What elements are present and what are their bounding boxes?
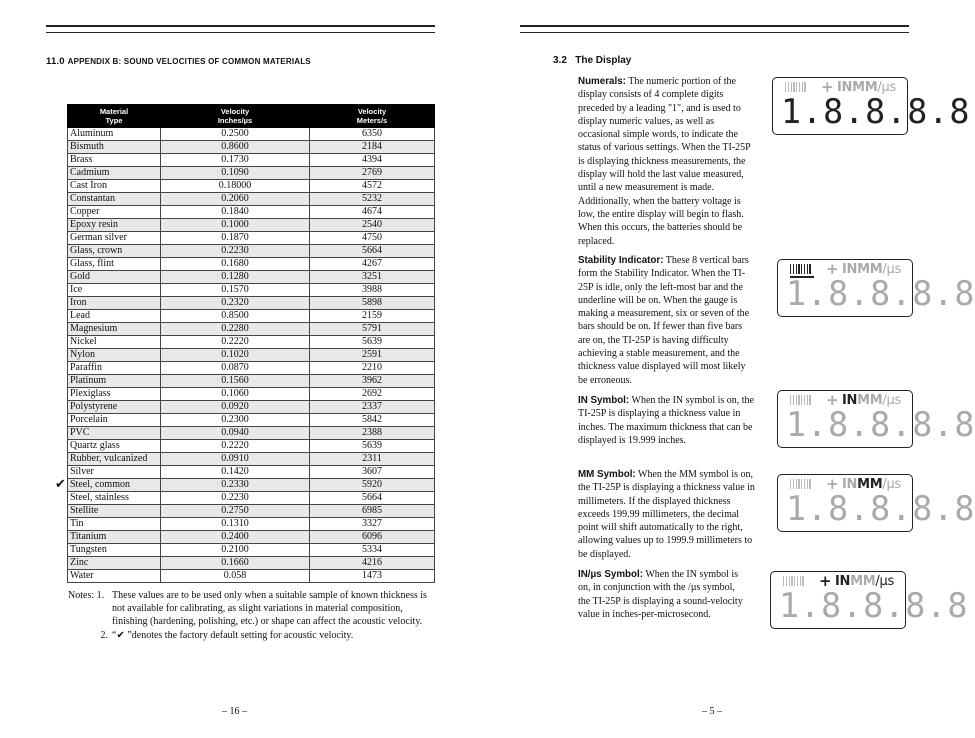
material-cell: Gold — [68, 271, 161, 284]
meters-cell: 2540 — [310, 219, 435, 232]
material-cell: Polystyrene — [68, 401, 161, 414]
unit-symbols: INMM/µs — [835, 574, 894, 589]
meters-cell: 2692 — [310, 388, 435, 401]
table-row — [68, 544, 435, 557]
numerals-paragraph — [578, 75, 756, 248]
inches-cell: 0.18000 — [161, 180, 310, 193]
table-row — [68, 427, 435, 440]
unit-symbols: INMM/µs — [837, 80, 896, 95]
stability-bars-icon — [785, 82, 806, 92]
section-title: 3.2 The Display — [553, 55, 632, 66]
inches-cell: 0.0870 — [161, 362, 310, 375]
material-cell: Quartz glass — [68, 440, 161, 453]
inus-symbol-text: When the IN symbol is on, in conjunction with the /µs symbol, the TI-25P is displaying a sound-velocity value in inches-per-microsecond. — [578, 569, 743, 620]
inches-cell: 0.0920 — [161, 401, 310, 414]
inches-cell: 0.8600 — [161, 141, 310, 154]
inches-cell: 0.1840 — [161, 206, 310, 219]
table-row — [68, 349, 435, 362]
inches-cell: 0.058 — [161, 570, 310, 583]
material-cell: Magnesium — [68, 323, 161, 336]
material-cell: Silver — [68, 466, 161, 479]
meters-cell: 6985 — [310, 505, 435, 518]
inches-cell: 0.1090 — [161, 167, 310, 180]
plus-symbol: + — [821, 78, 834, 96]
appendix-heading — [46, 56, 311, 67]
unit-symbols: INMM/µs — [842, 393, 901, 408]
inches-cell: 0.0910 — [161, 453, 310, 466]
meters-cell: 5232 — [310, 193, 435, 206]
unit-symbols: INMM/µs — [842, 262, 901, 277]
meters-cell: 5664 — [310, 492, 435, 505]
material-cell: German silver — [68, 232, 161, 245]
meters-cell: 2210 — [310, 362, 435, 375]
meters-cell: 2337 — [310, 401, 435, 414]
notes-label: Notes: 1. — [68, 590, 105, 601]
numerals-text: The numeric portion of the display consists of 4 complete digits preceded by a leading "1", and is used to display numeric values, as well as occasional simple words, to indicate the status of various settings. When the TI-25P is displaying thickness measurements, the display will hold the last value measured, until a new measurement is made. Additionally, when the battery voltage is low, the entire display will begin to flash. When this occurs, the batteries should be replaced. — [578, 76, 751, 247]
meters-cell: 4572 — [310, 180, 435, 193]
meters-cell: 4674 — [310, 206, 435, 219]
table-row — [68, 284, 435, 297]
stability-bars-icon — [790, 264, 811, 274]
meters-cell: 1473 — [310, 570, 435, 583]
header-material: Material Type — [68, 105, 161, 128]
material-cell: Glass, flint — [68, 258, 161, 271]
material-cell: Epoxy resin — [68, 219, 161, 232]
mm-symbol-text: When the MM symbol is on, the TI-25P is displaying a thickness value in millimeters. If the displayed thickness exceeds 199.99 millimeters, the decimal point will shift automatically to the right, allowing values up to 1999.9 millimeters to be displayed. — [578, 469, 755, 560]
material-cell: Steel, common — [68, 479, 161, 492]
meters-cell: 4216 — [310, 557, 435, 570]
meters-cell: 4267 — [310, 258, 435, 271]
plus-symbol: + — [826, 260, 839, 278]
material-cell: Aluminum — [68, 128, 161, 141]
table-row — [68, 180, 435, 193]
stability-text: These 8 vertical bars form the Stability Indicator. When the TI-25P is idle, only the left-most bar and the underline will be on. When the gauge is making a measurement, six or seven of the bars should be on. If fewer than five bars are on, the TI-25P is having difficulty achieving a stable measurement, and the thickness value displayed will most likely be erroneous. — [578, 255, 750, 386]
numerals-heading: Numerals: — [578, 76, 626, 87]
lcd-inus-symbol — [770, 571, 969, 629]
material-cell: Nickel — [68, 336, 161, 349]
inches-cell: 0.8500 — [161, 310, 310, 323]
stability-bars-icon — [790, 395, 811, 405]
appendix-title: APPENDIX B: SOUND VELOCITIES OF COMMON MATERIALS — [67, 57, 311, 66]
inches-cell: 0.1680 — [161, 258, 310, 271]
inches-cell: 0.2220 — [161, 336, 310, 349]
material-cell: Ice — [68, 284, 161, 297]
table-notes — [68, 590, 438, 643]
material-cell: Constantan — [68, 193, 161, 206]
inches-cell: 0.2220 — [161, 440, 310, 453]
inus-symbol-paragraph — [578, 568, 748, 621]
meters-cell: 4394 — [310, 154, 435, 167]
lcd-digits: 1.8.8.8.8 — [786, 274, 975, 314]
material-cell: Glass, crown — [68, 245, 161, 258]
plus-symbol: + — [826, 391, 839, 409]
note-2: “✔ ”denotes the factory default setting for acoustic velocity. — [112, 630, 354, 642]
unit-symbols: INMM/µs — [842, 477, 901, 492]
inches-cell: 0.2300 — [161, 414, 310, 427]
inches-cell: 0.1870 — [161, 232, 310, 245]
left-page-number: – 16 – — [222, 706, 247, 717]
meters-cell: 2311 — [310, 453, 435, 466]
table-row — [68, 232, 435, 245]
table-row — [68, 154, 435, 167]
material-cell: Brass — [68, 154, 161, 167]
meters-cell: 5639 — [310, 336, 435, 349]
table-row — [68, 362, 435, 375]
inches-cell: 0.1020 — [161, 349, 310, 362]
lcd-stability — [777, 259, 975, 317]
lcd-digits: 1.8.8.8.8 — [781, 92, 971, 132]
meters-cell: 3962 — [310, 375, 435, 388]
material-cell: PVC — [68, 427, 161, 440]
meters-cell: 3607 — [310, 466, 435, 479]
in-symbol-text: When the IN symbol is on, the TI-25P is displaying a thickness value in inches. The maximum thickness that can be displayed is 19.999 inches. — [578, 395, 754, 446]
inches-cell: 0.2230 — [161, 492, 310, 505]
in-symbol-heading: IN Symbol: — [578, 395, 630, 406]
meters-cell: 5842 — [310, 414, 435, 427]
material-cell: Platinum — [68, 375, 161, 388]
meters-cell: 5664 — [310, 245, 435, 258]
table-row — [68, 258, 435, 271]
table-row — [68, 466, 435, 479]
table-row — [68, 271, 435, 284]
meters-cell: 3988 — [310, 284, 435, 297]
inches-cell: 0.1560 — [161, 375, 310, 388]
table-header-row — [68, 105, 435, 128]
plus-symbol: + — [826, 475, 839, 493]
table-row — [68, 531, 435, 544]
table-row — [68, 453, 435, 466]
stability-bars-icon — [783, 576, 804, 586]
inches-cell: 0.1310 — [161, 518, 310, 531]
material-cell: Cast Iron — [68, 180, 161, 193]
table-row — [68, 401, 435, 414]
table-row — [68, 492, 435, 505]
meters-cell: 5791 — [310, 323, 435, 336]
material-cell: Bismuth — [68, 141, 161, 154]
table-body — [68, 128, 435, 583]
material-cell: Tungsten — [68, 544, 161, 557]
inches-cell: 0.1730 — [161, 154, 310, 167]
table-row — [68, 336, 435, 349]
note-2-number: 2. — [100, 630, 108, 642]
inches-cell: 0.1660 — [161, 557, 310, 570]
meters-cell: 6350 — [310, 128, 435, 141]
meters-cell: 2591 — [310, 349, 435, 362]
inches-cell: 0.1420 — [161, 466, 310, 479]
plus-symbol: + — [819, 572, 832, 590]
material-cell: Tin — [68, 518, 161, 531]
right-header-rule-bottom — [520, 32, 909, 33]
table-row — [68, 414, 435, 427]
lcd-mm-symbol — [777, 474, 975, 532]
mm-symbol-paragraph — [578, 468, 756, 561]
lcd-digits: 1.8.8.8.8 — [786, 405, 975, 445]
material-cell: Lead — [68, 310, 161, 323]
table-row — [68, 388, 435, 401]
material-cell: Cadmium — [68, 167, 161, 180]
material-cell: Steel, stainless — [68, 492, 161, 505]
table-row — [68, 570, 435, 583]
left-header-rule-top — [46, 25, 435, 27]
material-cell: Paraffin — [68, 362, 161, 375]
meters-cell: 5920 — [310, 479, 435, 492]
left-header-rule-bottom — [46, 32, 435, 33]
material-cell: Copper — [68, 206, 161, 219]
inches-cell: 0.1570 — [161, 284, 310, 297]
meters-cell: 5898 — [310, 297, 435, 310]
lcd-digits: 1.8.8.8.8 — [779, 586, 969, 626]
inus-symbol-heading: IN/µs Symbol: — [578, 569, 643, 580]
stability-bars-icon — [790, 479, 811, 489]
lcd-in-symbol — [777, 390, 975, 448]
material-cell: Water — [68, 570, 161, 583]
table-row — [68, 141, 435, 154]
in-symbol-paragraph — [578, 394, 756, 447]
material-cell: Nylon — [68, 349, 161, 362]
table-row — [68, 297, 435, 310]
material-cell: Stellite — [68, 505, 161, 518]
table-row — [68, 557, 435, 570]
inches-cell: 0.1280 — [161, 271, 310, 284]
material-cell: Iron — [68, 297, 161, 310]
table-row — [68, 167, 435, 180]
inches-cell: 0.2100 — [161, 544, 310, 557]
inches-cell: 0.2230 — [161, 245, 310, 258]
stability-heading: Stability Indicator: — [578, 255, 664, 266]
velocity-table — [67, 104, 435, 583]
mm-symbol-heading: MM Symbol: — [578, 469, 636, 480]
material-cell: Zinc — [68, 557, 161, 570]
meters-cell: 2388 — [310, 427, 435, 440]
meters-cell: 3251 — [310, 271, 435, 284]
inches-cell: 0.0940 — [161, 427, 310, 440]
material-cell: Porcelain — [68, 414, 161, 427]
note-1: These values are to be used only when a suitable sample of known thickness is not available for calibrating, as slight variations in material composition, finishing (hardening, polishing, etc.) or shape can affect the acoustic velocity. — [112, 590, 427, 627]
lcd-digits: 1.8.8.8.8 — [786, 489, 975, 529]
table-row — [68, 518, 435, 531]
meters-cell: 4750 — [310, 232, 435, 245]
inches-cell: 0.1060 — [161, 388, 310, 401]
inches-cell: 0.2060 — [161, 193, 310, 206]
table-row — [68, 323, 435, 336]
meters-cell: 6096 — [310, 531, 435, 544]
table-row — [68, 206, 435, 219]
table-row — [68, 245, 435, 258]
inches-cell: 0.2320 — [161, 297, 310, 310]
stability-paragraph — [578, 254, 756, 387]
inches-cell: 0.2400 — [161, 531, 310, 544]
header-inches: Velocity Inches/µs — [161, 105, 310, 128]
inches-cell: 0.1000 — [161, 219, 310, 232]
inches-cell: 0.2280 — [161, 323, 310, 336]
table-row — [68, 440, 435, 453]
right-page-number: – 5 – — [702, 706, 722, 717]
meters-cell: 2184 — [310, 141, 435, 154]
default-checkmark-icon: ✔ — [55, 476, 66, 491]
table-row — [68, 310, 435, 323]
meters-cell: 5639 — [310, 440, 435, 453]
material-cell: Titanium — [68, 531, 161, 544]
appendix-number: 11.0 — [46, 56, 65, 67]
table-row — [68, 375, 435, 388]
meters-cell: 2159 — [310, 310, 435, 323]
table-row — [68, 479, 435, 492]
table-row — [68, 193, 435, 206]
right-header-rule-top — [520, 25, 909, 27]
lcd-numerals — [772, 77, 971, 135]
meters-cell: 3327 — [310, 518, 435, 531]
header-meters: Velocity Meters/s — [310, 105, 435, 128]
inches-cell: 0.2750 — [161, 505, 310, 518]
inches-cell: 0.2330 — [161, 479, 310, 492]
table-row — [68, 128, 435, 141]
material-cell: Plexiglass — [68, 388, 161, 401]
meters-cell: 5334 — [310, 544, 435, 557]
table-row — [68, 505, 435, 518]
meters-cell: 2769 — [310, 167, 435, 180]
table-row — [68, 219, 435, 232]
inches-cell: 0.2500 — [161, 128, 310, 141]
material-cell: Rubber, vulcanized — [68, 453, 161, 466]
